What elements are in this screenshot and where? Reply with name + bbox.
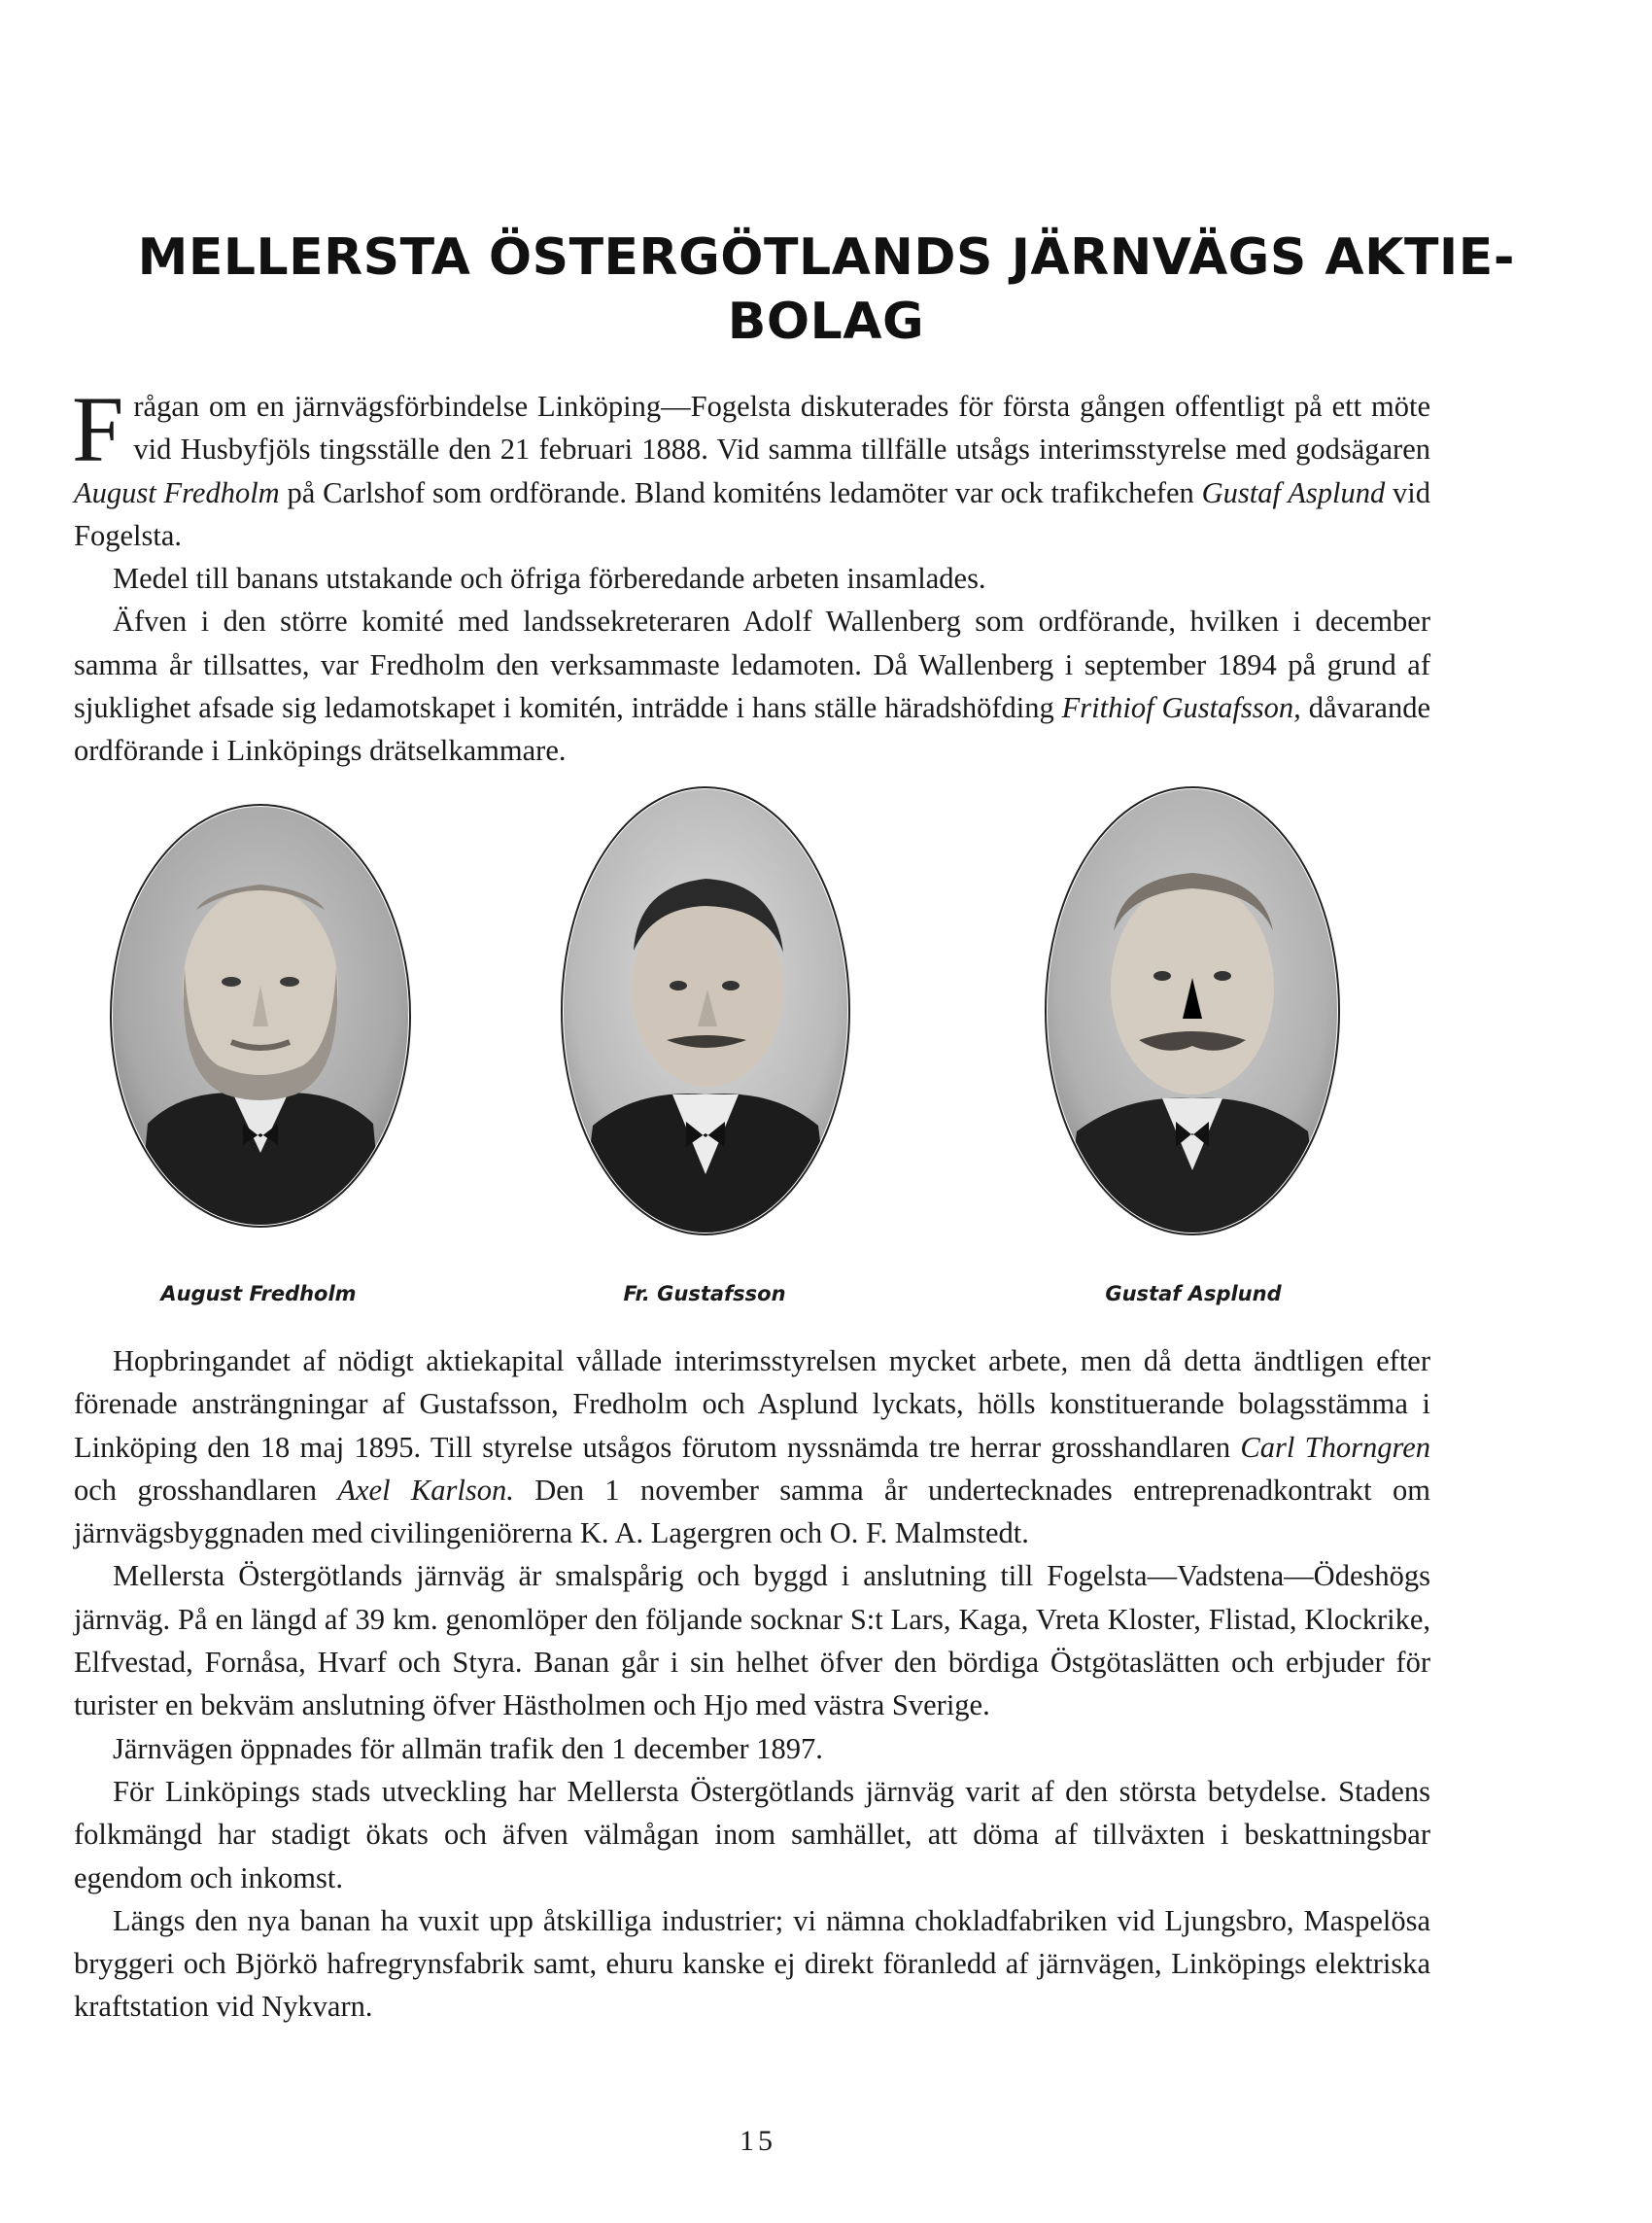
body-paragraph-2: Mellersta Östergötlands järnväg är smalspårig och byggd i anslutning till Fogelsta—Vadstena—Ödeshögs järnväg. På en längd af 39 km. genomlöper den följande socknar S:t Lars, Kaga, Vreta Kloster, Flistad, Klockrike, Elfvestad, Fornåsa, Hvarf och Styra. Banan går i sin helhet öfver den bördiga Östgötaslätten och erbjuder för turister en bekväm anslutning öfver Hästholmen och Hjo med västra Sverige.: [74, 1559, 1430, 1722]
intro-paragraph-2: Medel till banans utstakande och öfriga förberedande arbeten insamlades.: [113, 562, 986, 596]
portrait-photo: [109, 803, 412, 1229]
body-paragraph-5: Längs den nya banan ha vuxit upp åtskilliga industrier; vi nämna chokladfabriken vid Ljungsbro, Maspelösa bryggeri och Björkö hafregrynsfabrik samt, ehuru kanske ej direkt föranledd af järnvägen, Linköpings elektriska kraftstation vid Nykvarn.: [74, 1903, 1430, 2024]
page-number: 15: [740, 2125, 776, 2157]
body-paragraph-4: För Linköpings stads utveckling har Mellersta Östergötlands järnväg varit af den största betydelse. Stadens folkmängd har stadigt ökats och äfven välmågan inom samhället, att döma af tillväxten i beskattningsbar egendom och inkomst.: [74, 1774, 1430, 1894]
body-text: [74, 1339, 1430, 2029]
intro-paragraph-1: [72, 377, 1430, 557]
intro-p1-text-c: vid Fogelsta.: [74, 475, 1430, 552]
caption-gustaf-asplund: Gustaf Asplund: [1105, 1282, 1282, 1305]
body-paragraph-3: Järnvägen öppnades för allmän trafik den 1 december 1897.: [113, 1731, 823, 1765]
drop-cap: F: [72, 377, 124, 481]
intro-text: [72, 377, 1430, 773]
portrait-gustaf-asplund: [1044, 785, 1341, 1236]
portrait-photo: [560, 785, 851, 1236]
caption-august-fredholm: August Fredholm: [160, 1282, 357, 1305]
intro-paragraph-3: [74, 600, 1430, 772]
body-p1-text-a: Hopbringandet af nödigt aktiekapital vållade interimsstyrelsen mycket arbete, men då detta ändtligen efter förenade ansträngningar af Gustafsson, Fredholm och Asplund lyckats, hölls konstituerande bolagsstämma i Linköping den 18 maj 1895. Till styrelse utsågos förutom nyssnämda tre herrar grosshandlaren: [74, 1344, 1430, 1464]
intro-p3-text-b: dåvarande ordförande i Linköpings drätselkammare.: [74, 691, 1430, 768]
body-paragraph-1: [74, 1339, 1430, 1554]
portrait-photo: [1044, 785, 1341, 1236]
caption-fr-gustafsson: Fr. Gustafsson: [623, 1282, 786, 1305]
body-p1-text-c: Den 1 november samma år undertecknades entreprenadkontrakt om järnvägsbyggnaden med civilingeniörerna K. A. Lagergren och O. F. Malmstedt.: [74, 1473, 1430, 1550]
page-title: MELLERSTA ÖSTERGÖTLANDS JÄRNVÄGS AKTIEBOLAG: [137, 228, 1515, 351]
name-gustaf-asplund: Gustaf Asplund: [1201, 475, 1386, 509]
name-august-fredholm: August Fredholm: [74, 475, 280, 509]
name-frithiof-gustafsson: Frithiof Gustafsson,: [1061, 691, 1301, 725]
portrait-fr-gustafsson: [560, 785, 851, 1236]
intro-p1-text-b: på Carlshof som ordförande. Bland komiténs ledamöter var ock trafikchefen: [279, 475, 1202, 509]
portrait-august-fredholm: [109, 803, 412, 1229]
body-p1-text-b: och grosshandlaren: [74, 1473, 338, 1507]
name-carl-thorngren: Carl Thorngren: [1240, 1430, 1430, 1464]
intro-p3-text-a: Äfven i den större komité med landssekreteraren Adolf Wallenberg som ordförande, hvilken i december samma år tillsattes, var Fredholm den verksammaste ledamoten. Då Wallenberg i september 1894 på grund af sjuklighet afsade sig ledamotskapet i komitén, inträdde i hans ställe häradshöfding: [74, 605, 1430, 725]
name-axel-karlson: Axel Karlson.: [337, 1473, 514, 1507]
intro-p1-text-a: rågan om en järnvägsförbindelse Linköping—Fogelsta diskuterades för första gången offentligt på ett möte vid Husbyfjöls tingsställe den 21 februari 1888. Vid samma tillfälle utsågs interimsstyrelse med godsägaren: [133, 390, 1430, 467]
